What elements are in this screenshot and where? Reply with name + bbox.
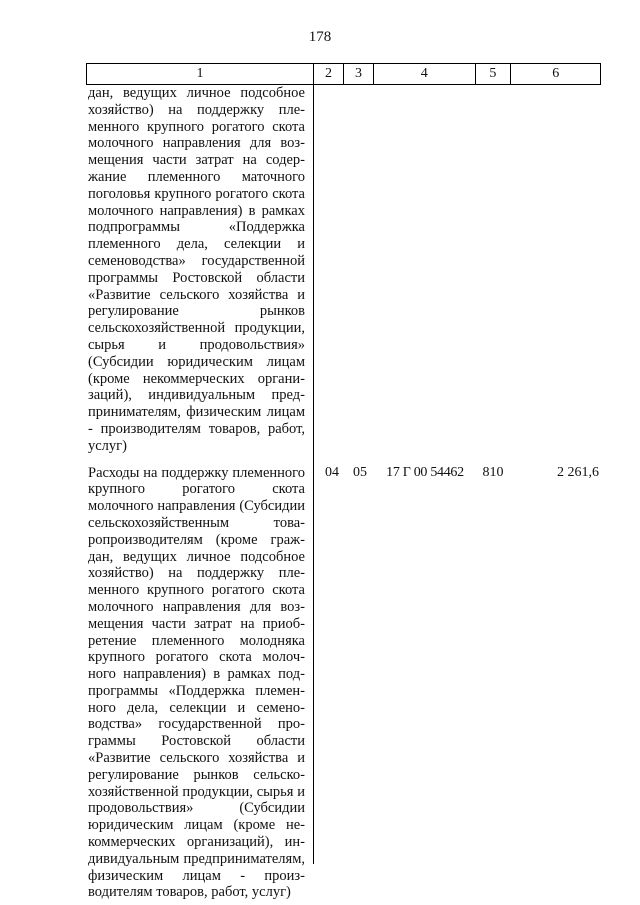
row-section-code: 04 [325,464,339,480]
page-number: 178 [308,29,332,45]
header-col-1: 1 [196,66,204,81]
row-expense-type [475,85,511,455]
header-col-6: 6 [510,64,600,84]
row-section-code [313,85,343,455]
header-col-3: 3 [343,64,373,84]
row-subsection-code: 05 [353,464,367,480]
header-col-5: 5 [475,64,511,84]
header-col-4: 4 [373,64,475,84]
budget-table [86,63,601,901]
table-header-row [86,63,601,85]
row-amount: 2 261,6 [557,464,599,480]
row-target-article [373,85,475,455]
row-description: дан, ведущих личное подсобное хозяйство) на поддержку племенного крупного рогатого скота молочного направления для возмещения части затрат на содержание племенного маточного поголовья крупного рогатого скота молочного направления) в рамках подпрограммы «Поддержка племенного дела, селекции и семеноводства» государственной программы Ростовской области «Развитие сельского хозяйства и регулирование рынков сельскохозяйственной продукции, сырья и продовольствия» (Субсидии юридическим лицам (кроме некоммерческих организаций), индивидуальным предпринимателям, физическим лицам - производителям товаров, работ, услуг) [88,85,305,454]
table-row [86,465,601,902]
row-amount [511,85,601,455]
row-target-article: 17 Г 00 54462 [386,464,464,480]
table-body [86,85,601,901]
header-col-2: 2 [313,64,343,84]
row-expense-type: 810 [482,464,504,480]
table-row [86,85,601,455]
row-description: Расходы на поддержку племенного крупного рогатого скота молочного направления (Субсидии сельскохозяйственным товаропроизводителям (кроме граждан, ведущих личное подсобное хозяйство) на поддержку племенного крупного рогатого скота молочного направления для возмещения части затрат на приобретение племенного молодняка крупного рогатого скота молочного направления) в рамках подпрограммы «Поддержка племенного дела, селекции и семеноводства» государственной программы Ростовской области «Развитие сельского хозяйства и регулирование рынков сельскохозяйственной продукции, сырья и продовольствия» (Субсидии юридическим лицам (кроме некоммерческих организаций), индивидуальным предпринимателям, физическим лицам - производителям товаров, работ, услуг) [88,464,305,901]
row-subsection-code [343,85,373,455]
